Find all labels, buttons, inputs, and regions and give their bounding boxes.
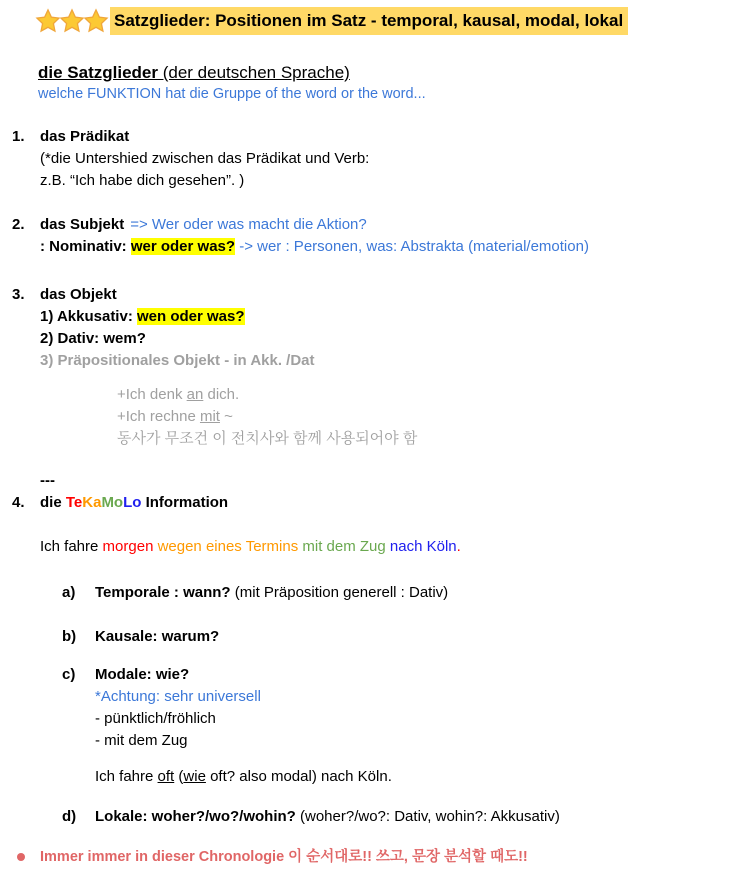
lokal-segment: nach Köln	[385, 538, 457, 555]
objekt-examples	[0, 384, 743, 450]
item1-note-line2: z.B. “Ich habe dich gesehen”. )	[40, 172, 245, 189]
sub-item-lokale	[62, 806, 743, 828]
list-number: 3.	[12, 286, 25, 303]
item2-question: => Wer oder was macht die Aktion?	[130, 216, 367, 233]
modal-segment: mit dem Zug	[298, 538, 386, 555]
temporale-note: (mit Präposition generell : Dativ)	[230, 584, 449, 601]
underlined-word: an	[186, 386, 204, 403]
star-icon	[83, 8, 109, 34]
text-segment: +Ich rechne	[117, 408, 200, 425]
sub-item-label: b)	[62, 628, 77, 645]
example-line1	[117, 384, 743, 406]
item3-title: das Objekt	[40, 286, 117, 303]
title-stars	[35, 8, 107, 34]
heading-underlined	[38, 63, 350, 82]
tekamolo-te: Te	[65, 494, 83, 511]
modale-note: *Achtung: sehr universell	[95, 688, 261, 705]
star-icon	[59, 8, 85, 34]
tekamolo-lo: Lo	[123, 494, 142, 511]
item3-dativ-line: 2) Dativ: wem?	[40, 330, 146, 347]
list-item-body	[40, 284, 743, 372]
modale-dash1: - pünktlich/fröhlich	[95, 710, 216, 727]
kausal-segment: wegen eines Termins	[153, 538, 299, 555]
highlighted-text: wer oder was?	[130, 238, 236, 255]
document-page	[0, 6, 743, 868]
section-heading	[38, 62, 743, 84]
list-number: 2.	[12, 216, 25, 233]
sub-item-label: a)	[62, 584, 76, 601]
text-segment: +Ich denk	[117, 386, 187, 403]
underlined-word: mit	[199, 408, 220, 425]
underlined-word: wie	[183, 768, 206, 785]
dot-icon	[17, 853, 25, 861]
sub-item-modale	[62, 664, 743, 752]
tekamolo-ka: Ka	[82, 494, 102, 511]
highlighted-text: wen oder was?	[136, 308, 245, 325]
list-item-praedikat	[0, 126, 743, 192]
temporal-segment: morgen	[102, 538, 154, 555]
list-item-tekamolo	[0, 492, 743, 514]
kausale-question: Kausale: warum?	[95, 628, 220, 645]
sentence-period: .	[456, 538, 461, 555]
heading-main: die Satzglieder	[38, 63, 158, 82]
list-item-body	[40, 214, 743, 258]
text-segment: die	[40, 494, 66, 511]
text-segment: Ich fahre	[40, 538, 103, 555]
list-item-body	[40, 126, 743, 192]
example-block	[117, 384, 743, 450]
page-title-text: Satzglieder: Positionen im Satz - temporal, kausal, modal, lokal	[110, 7, 628, 35]
heading-paren: (der deutschen Sprache)	[157, 63, 350, 82]
page-title	[35, 6, 743, 36]
list-number: 1.	[12, 128, 25, 145]
sub-item-label: d)	[62, 808, 77, 825]
nominativ-label: : Nominativ:	[40, 238, 131, 255]
text-segment: Ich fahre	[95, 768, 158, 785]
tekamolo-example-sentence	[0, 536, 743, 558]
example-korean-note: 동사가 무조건 이 전치사와 함께 사용되어야 함	[117, 430, 418, 447]
akkusativ-label: 1) Akkusativ:	[40, 308, 137, 325]
item3-praepositional-line: 3) Präpositionales Objekt - in Akk. /Dat	[40, 352, 315, 369]
star-icon	[35, 8, 61, 34]
footer-warning-text: Immer immer in dieser Chronologie 이 순서대로!! 쓰고, 문장 분석할 때도!!	[40, 849, 528, 865]
item2-title-line	[40, 214, 743, 236]
nominativ-explanation: -> wer : Personen, was: Abstrakta (material/emotion)	[235, 238, 589, 255]
footer-warning	[0, 846, 743, 868]
sub-item-label: c)	[62, 666, 76, 683]
heading-subtitle: welche FUNKTION hat die Gruppe of the word or the word...	[38, 86, 426, 102]
lokale-question: Lokale: woher?/wo?/wohin?	[95, 808, 296, 825]
text-segment: ~	[219, 408, 233, 425]
text-segment: oft? also modal) nach Köln.	[205, 768, 392, 785]
item2-nominativ-line	[40, 236, 743, 258]
divider	[0, 470, 743, 492]
list-number: 4.	[12, 494, 25, 511]
item3-akkusativ-line	[40, 306, 743, 328]
list-item-objekt	[0, 284, 743, 372]
sub-item-temporale	[62, 582, 743, 604]
divider-text: ---	[40, 472, 55, 489]
text-segment: dich.	[203, 386, 240, 403]
modale-dash2: - mit dem Zug	[95, 732, 188, 749]
text-segment: Information	[141, 494, 229, 511]
item1-note-line1: (*die Untershied zwischen das Prädikat und Verb:	[40, 150, 370, 167]
temporale-question: Temporale : wann?	[95, 584, 231, 601]
sub-item-kausale	[62, 626, 743, 648]
tekamolo-mo: Mo	[101, 494, 124, 511]
example-line2	[117, 406, 743, 428]
item4-title	[40, 492, 743, 514]
list-item-subjekt	[0, 214, 743, 258]
underlined-word: oft	[157, 768, 175, 785]
modale-question: Modale: wie?	[95, 666, 190, 683]
item2-title: das Subjekt	[40, 216, 125, 233]
modale-example-sentence	[95, 766, 743, 788]
lokale-note: (woher?/wo?: Dativ, wohin?: Akkusativ)	[295, 808, 560, 825]
text-segment: (	[174, 768, 184, 785]
item1-title: das Prädikat	[40, 128, 130, 145]
